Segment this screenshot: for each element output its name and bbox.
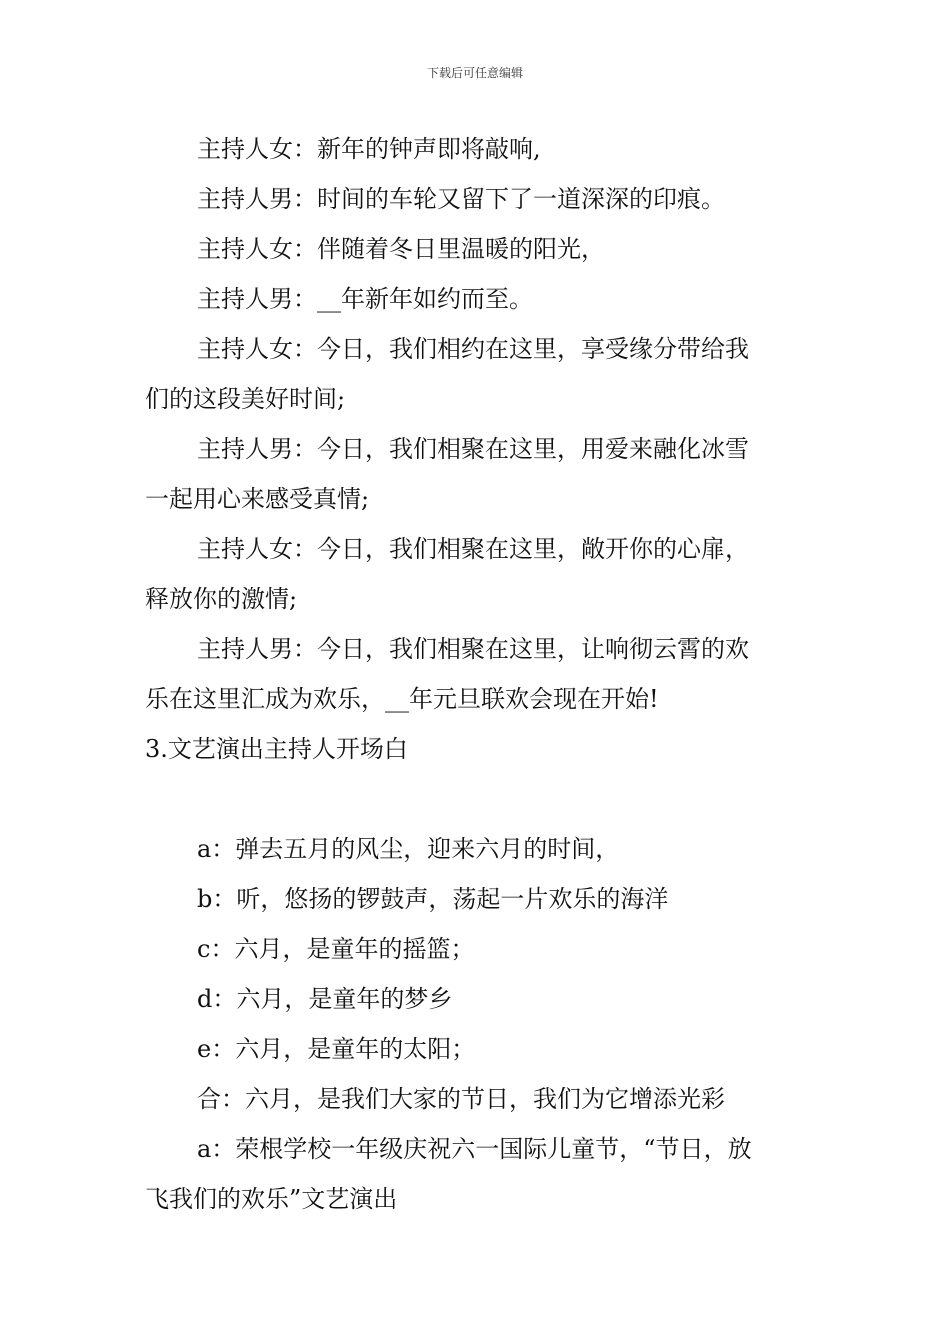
paragraph-line: b：听，悠扬的锣鼓声，荡起一片欢乐的海洋 bbox=[197, 885, 669, 913]
paragraph-line: d：六月，是童年的梦乡 bbox=[197, 985, 453, 1013]
page-header: 下载后可任意编辑 bbox=[426, 66, 523, 80]
paragraph-line: 主持人男：__年新年如约而至。 bbox=[197, 285, 533, 313]
paragraph-line: e：六月，是童年的太阳； bbox=[197, 1035, 476, 1063]
paragraph-line: 合：六月，是我们大家的节日，我们为它增添光彩 bbox=[197, 1085, 725, 1113]
paragraph-line: 主持人男：时间的车轮又留下了一道深深的印痕。 bbox=[197, 185, 725, 213]
paragraph-line-continued: 飞我们的欢乐”文艺演出 bbox=[145, 1185, 398, 1213]
paragraph-line: 主持人女：今日，我们相约在这里，享受缘分带给我 bbox=[197, 335, 749, 363]
paragraph-line: a：弹去五月的风尘，迎来六月的时间， bbox=[197, 835, 620, 863]
paragraph-line: 主持人男：今日，我们相聚在这里，让响彻云霄的欢 bbox=[197, 635, 749, 663]
paragraph-line: 主持人女：今日，我们相聚在这里，敞开你的心扉， bbox=[197, 535, 749, 563]
paragraph-line: 主持人男：今日，我们相聚在这里，用爱来融化冰雪 bbox=[197, 435, 749, 463]
blank-line bbox=[145, 774, 810, 824]
document-body bbox=[145, 124, 810, 1224]
paragraph-line-continued: 一起用心来感受真情; bbox=[145, 485, 370, 513]
paragraph-line-continued: 释放你的激情; bbox=[145, 585, 298, 613]
paragraph-line: c：六月，是童年的摇篮； bbox=[197, 935, 475, 963]
paragraph-line-continued: 乐在这里汇成为欢乐，__年元旦联欢会现在开始! bbox=[145, 685, 659, 713]
paragraph-line: 主持人女：伴随着冬日里温暖的阳光， bbox=[197, 235, 605, 263]
paragraph-line: a：荣根学校一年级庆祝六一国际儿童节，“节日，放 bbox=[197, 1135, 752, 1163]
paragraph-line: 主持人女：新年的钟声即将敲响, bbox=[197, 135, 541, 163]
section-heading: 3.文艺演出主持人开场白 bbox=[145, 735, 408, 763]
paragraph-line-continued: 们的这段美好时间; bbox=[145, 385, 346, 413]
